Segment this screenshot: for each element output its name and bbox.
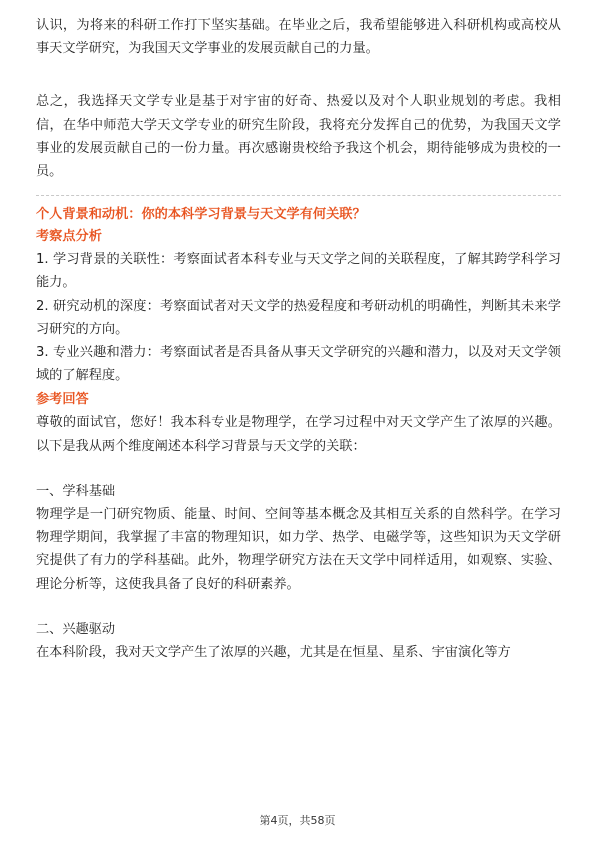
section-text-2: 在本科阶段，我对天文学产生了浓厚的兴趣，尤其是在恒星、星系、宇宙演化等方 <box>36 645 511 661</box>
paragraph-conclusion: 总之，我选择天文学专业是基于对宇宙的好奇、热爱以及对个人职业规划的考虑。我相信，在华中师范大学天文学专业的研究生阶段，我将充分发挥自己的优势，为我国天文学事业的发展贡献自己的一份力量。再次感谢贵校给予我这个机会，期待能够成为贵校的一员。 <box>36 94 561 180</box>
analysis-item-1: 1. 学习背景的关联性：考察面试者本科专业与天文学之间的关联程度，了解其跨学科学习能力。 <box>36 252 561 291</box>
section-divider <box>36 195 561 196</box>
analysis-item-2: 2. 研究动机的深度：考察面试者对天文学的热爱程度和考研动机的明确性，判断其未来学习研究的方向。 <box>36 298 561 337</box>
page-content <box>36 14 561 664</box>
section-heading-2: 二、兴趣驱动 <box>36 621 116 637</box>
section-text-1: 物理学是一门研究物质、能量、时间、空间等基本概念及其相互关系的自然科学。在学习物理学期间，我掌握了丰富的物理知识，如力学、热学、电磁学等，这些知识为天文学研究提供了有力的学科基础。此外，物理学研究方法在天文学中同样适用，如观察、实验、理论分析等，这使我具备了良好的科研素养。 <box>36 507 561 592</box>
question-title: 个人背景和动机：你的本科学习背景与天文学有何关联？ <box>36 207 366 223</box>
section-heading-1: 一、学科基础 <box>36 483 116 499</box>
page-footer: 第4页，共58页 <box>259 814 336 827</box>
paragraph-career-goal: 认识，为将来的科研工作打下坚实基础。在毕业之后，我希望能够进入科研机构或高校从事天文学研究，为我国天文学事业的发展贡献自己的力量。 <box>36 18 561 57</box>
analysis-item-3: 3. 专业兴趣和潜力：考察面试者是否具备从事天文学研究的兴趣和潜力，以及对天文学领域的了解程度。 <box>36 345 561 384</box>
answer-intro: 尊敬的面试官，您好！我本科专业是物理学，在学习过程中对天文学产生了浓厚的兴趣。以下是我从两个维度阐述本科学习背景与天文学的关联： <box>36 415 561 454</box>
answer-label: 参考回答 <box>36 392 89 408</box>
analysis-label: 考察点分析 <box>36 229 102 245</box>
